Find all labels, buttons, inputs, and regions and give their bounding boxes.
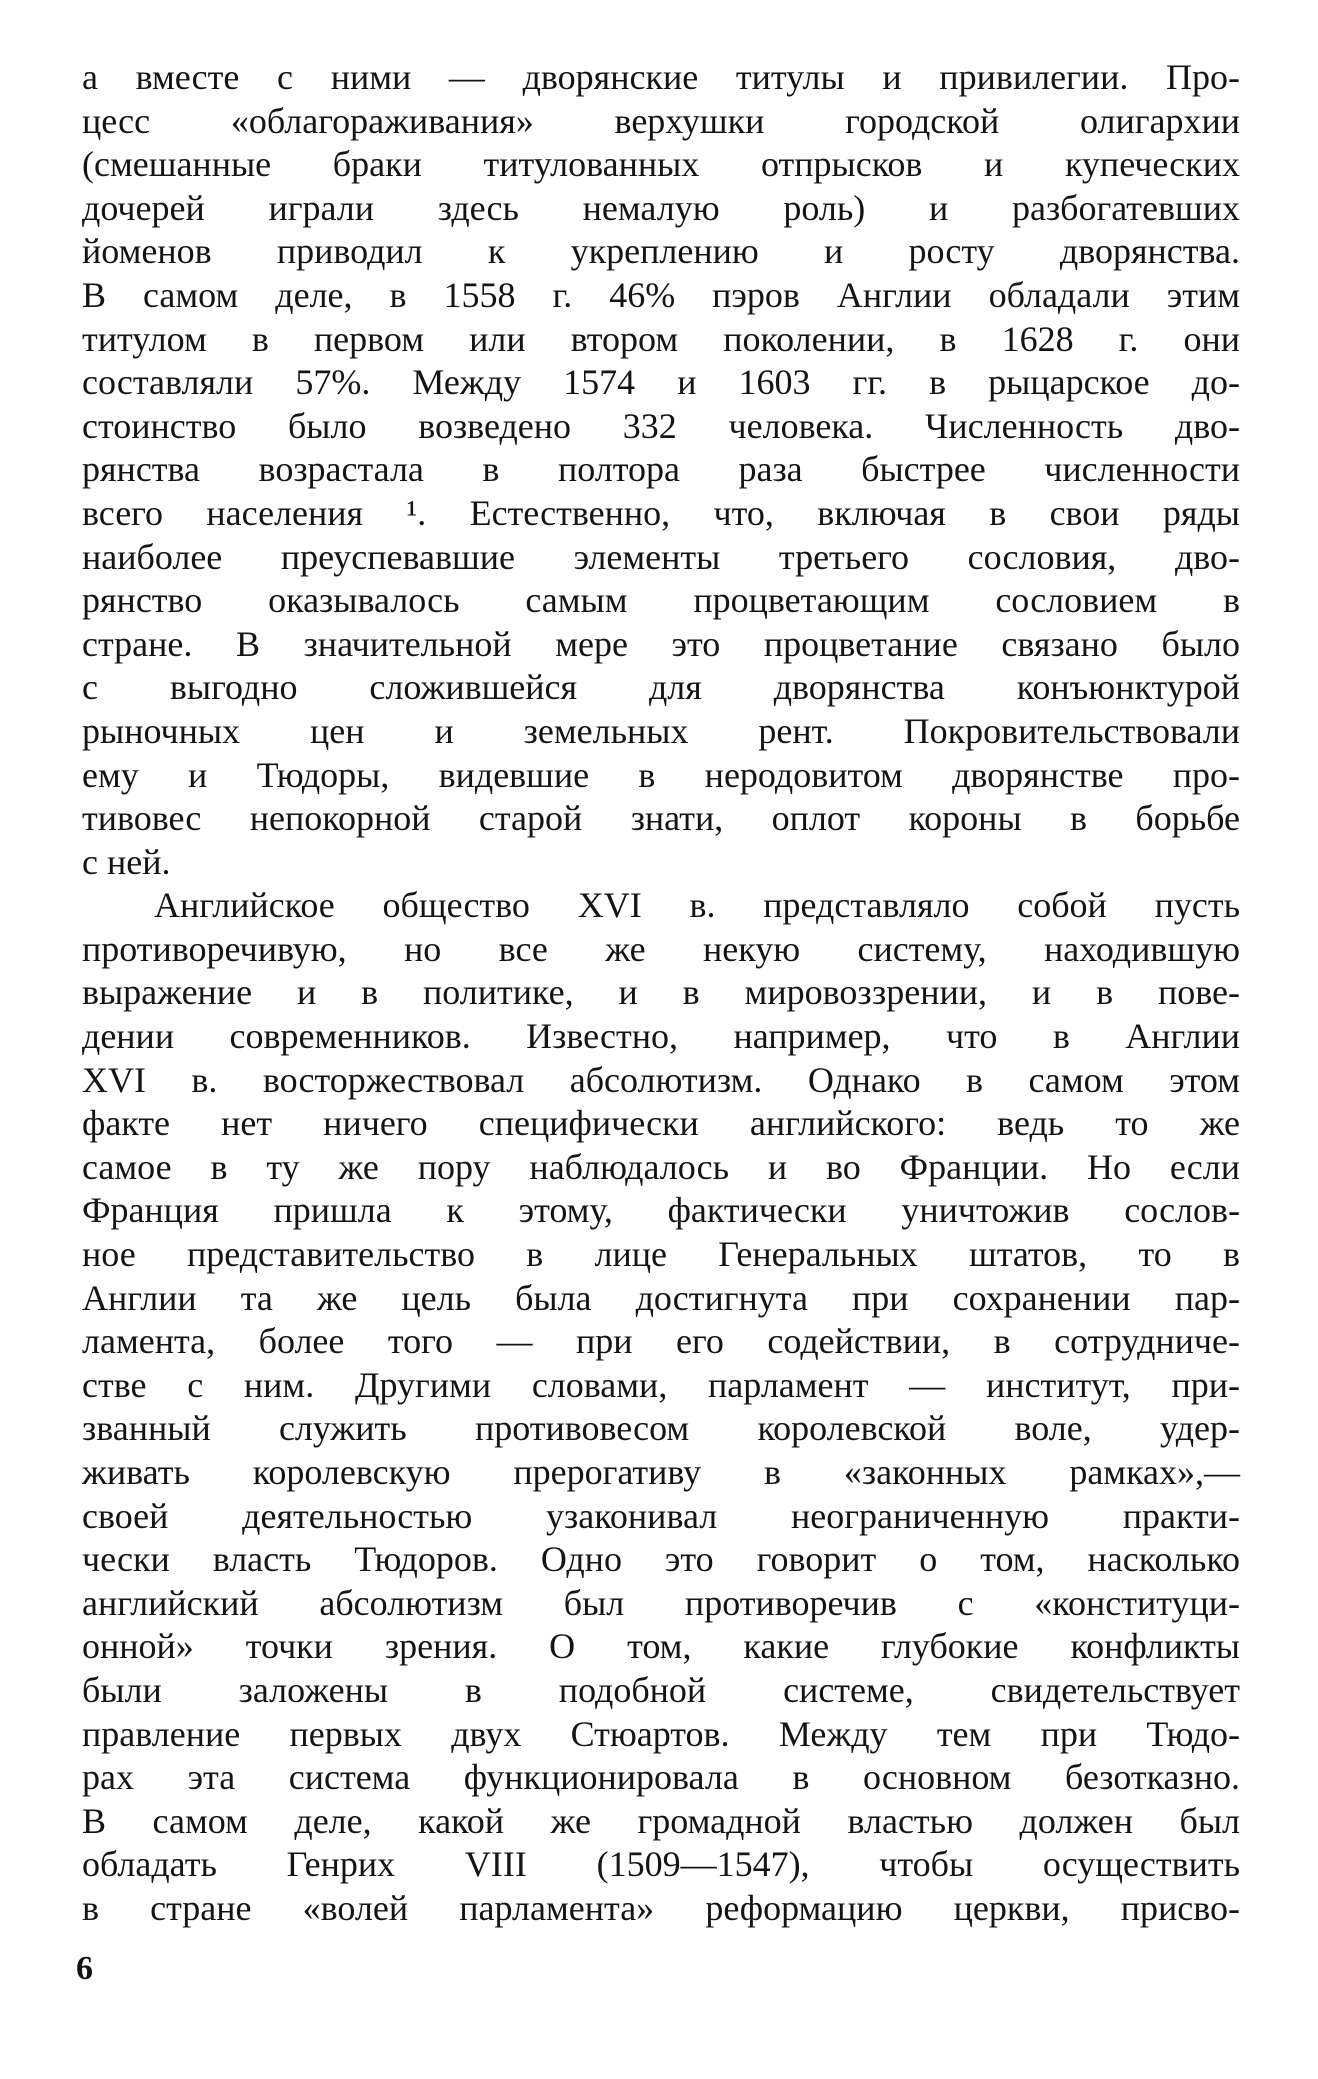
- text-line: в стране «волей парламента» реформацию церкви, присво-: [82, 1887, 1240, 1928]
- text-line: ламента, более того — при его содействии, в сотрудниче-: [82, 1321, 1240, 1362]
- text-line: Английское общество XVI в. представляло собой пусть: [154, 885, 1240, 926]
- text-line: тивовес непокорной старой знати, оплот короны в борьбе: [82, 798, 1240, 839]
- text-line: стране. В значительной мере это процветание связано было: [82, 623, 1240, 664]
- text-line: выражение и в политике, и в мировоззрении, и в пове-: [82, 972, 1240, 1013]
- text-line: противоречивую, но все же некую систему, находившую: [82, 928, 1240, 969]
- text-line: ное представительство в лице Генеральных штатов, то в: [82, 1234, 1240, 1275]
- text-line: рянства возрастала в полтора раза быстрее численности: [82, 449, 1240, 490]
- text-line: цесс «облагораживания» верхушки городской олигархии: [82, 100, 1240, 141]
- text-line: дочерей играли здесь немалую роль) и разбогатевших: [82, 187, 1240, 228]
- text-line: дении современников. Известно, например, что в Англии: [82, 1016, 1240, 1057]
- text-line: рянство оказывалось самым процветающим сословием в: [82, 580, 1240, 621]
- text-line: чески власть Тюдоров. Одно это говорит о том, насколько: [82, 1539, 1240, 1580]
- text-line: своей деятельностью узаконивал неограниченную практи-: [82, 1495, 1240, 1536]
- text-line: а вместе с ними — дворянские титулы и привилегии. Про-: [82, 57, 1240, 97]
- text-line: были заложены в подобной системе, свидетельствует: [82, 1669, 1240, 1710]
- text-line: В самом деле, какой же громадной властью должен был: [82, 1800, 1240, 1841]
- text-line: английский абсолютизм был противоречив с «конституци-: [82, 1582, 1240, 1623]
- text-line: самое в ту же пору наблюдалось и во Франции. Но если: [82, 1146, 1240, 1187]
- page-number: 6: [76, 1950, 93, 1987]
- text-line: Франция пришла к этому, фактически уничтожив сослов-: [82, 1190, 1240, 1231]
- text-line: наиболее преуспевавшие элементы третьего сословия, дво-: [82, 536, 1240, 577]
- text-line: составляли 57%. Между 1574 и 1603 гг. в рыцарское до-: [82, 362, 1240, 403]
- text-line: всего населения ¹. Естественно, что, включая в свои ряды: [82, 492, 1240, 533]
- page-body: [82, 56, 1240, 1931]
- text-line: стоинство было возведено 332 человека. Численность дво-: [82, 405, 1240, 446]
- text-line: XVI в. восторжествовал абсолютизм. Однако в самом этом: [82, 1059, 1240, 1100]
- text-line: В самом деле, в 1558 г. 46% пэров Англии обладали этим: [82, 274, 1240, 315]
- text-line: живать королевскую прерогативу в «законных рамках»,—: [82, 1452, 1240, 1492]
- text-line: званный служить противовесом королевской воле, удер-: [82, 1408, 1240, 1449]
- text-line: йоменов приводил к укреплению и росту дворянства.: [82, 231, 1240, 272]
- text-line: обладать Генрих VIII (1509—1547), чтобы осуществить: [82, 1844, 1240, 1885]
- text-line: правление первых двух Стюартов. Между тем при Тюдо-: [82, 1713, 1240, 1754]
- text-line: (смешанные браки титулованных отпрысков и купеческих: [82, 144, 1240, 185]
- text-line: стве с ним. Другими словами, парламент — институт, при-: [82, 1364, 1240, 1405]
- text-line: онной» точки зрения. О том, какие глубокие конфликты: [82, 1626, 1240, 1667]
- text-line: с ней.: [82, 841, 171, 882]
- text-line: Англии та же цель была достигнута при сохранении пар-: [82, 1277, 1240, 1318]
- text-line: рах эта система функционировала в основном безотказно.: [82, 1757, 1240, 1798]
- paragraph: [82, 884, 1240, 1930]
- text-line: с выгодно сложившейся для дворянства конъюнктурой: [82, 667, 1240, 708]
- text-line: ему и Тюдоры, видевшие в неродовитом дворянстве про-: [82, 754, 1240, 795]
- text-line: рыночных цен и земельных рент. Покровительствовали: [82, 710, 1240, 751]
- paragraph: [82, 56, 1240, 884]
- text-line: факте нет ничего специфически английского: ведь то же: [82, 1103, 1240, 1144]
- text-line: титулом в первом или втором поколении, в 1628 г. они: [82, 318, 1240, 359]
